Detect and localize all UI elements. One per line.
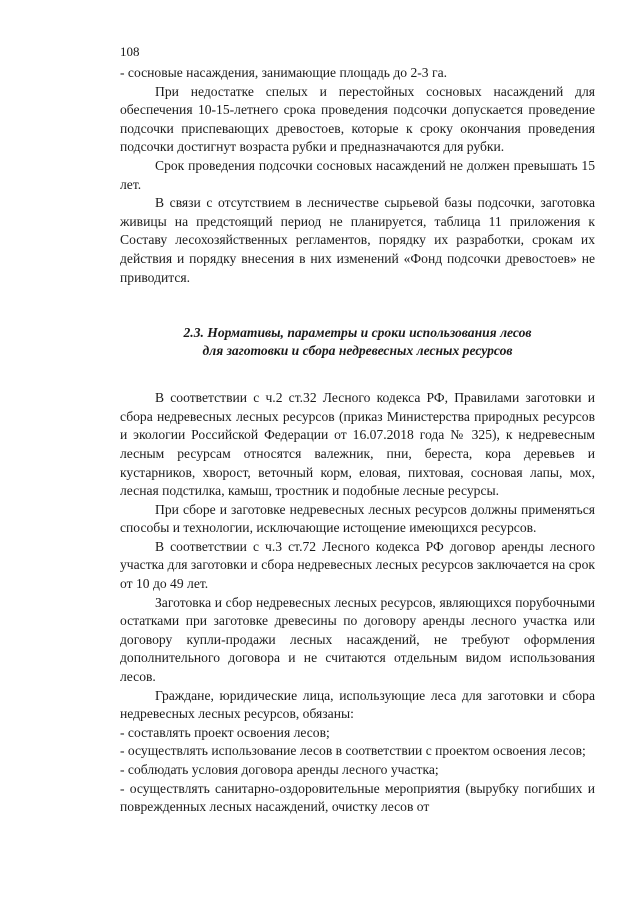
paragraph: В соответствии с ч.3 ст.72 Лесного кодекса РФ договор аренды лесного участка для заготовки и сбора недревесных лесных ресурсов заключается на срок от 10 до 49 лет.	[120, 538, 595, 592]
document-body	[120, 64, 595, 817]
page-number: 108	[120, 44, 140, 59]
paragraph: В связи с отсутствием в лесничестве сырьевой базы подсочки, заготовка живицы на предстоящий период не планируется, таблица 11 приложения к Составу лесохозяйственных регламентов, порядку их разработки, срокам их действия и порядку внесения в них изменений «Фонд подсочки древостоев» не приводится.	[120, 195, 595, 285]
paragraph: - сосновые насаждения, занимающие площадь до 2-3 га.	[120, 65, 448, 80]
list-item: - соблюдать условия договора аренды лесного участка;	[120, 762, 439, 777]
list-item: - осуществлять использование лесов в соответствии с проектом освоения лесов;	[120, 743, 586, 759]
paragraph: Срок проведения подсочки сосновых насаждений не должен превышать 15 лет.	[120, 157, 595, 192]
paragraph: Заготовка и сбор недревесных лесных ресурсов, являющихся порубочными остатками при заготовке древесины по договору аренды лесного участка или договору купли-продажи лесных насаждений, не требуют оформления дополнительного договора и не считаются отдельным видом использования лесов.	[120, 594, 595, 685]
paragraph: При недостатке спелых и перестойных сосновых насаждений для обеспечения 10-15-летнего срока проведения подсочки допускается проведение подсочки приспевающих древостоев, которые к сроку окончания проведения подсочки достигнут возраста рубки и предназначаются для рубки.	[120, 83, 595, 155]
section-heading	[120, 324, 595, 360]
section-heading-line-1: 2.3. Нормативы, параметры и сроки использования лесов	[183, 325, 532, 341]
paragraph: В соответствии с ч.2 ст.32 Лесного кодекса РФ, Правилами заготовки и сбора недревесных лесных ресурсов (приказ Министерства природных ресурсов и экологии Российской Федерации от 16.07.2018 года № 325), к недревесным лесным ресурсам относятся валежник, пни, береста, кора деревьев и кустарников, хворост, веточный корм, еловая, пихтовая, сосновая лапы, мох, лесная подстилка, камыш, тростник и подобные лесные ресурсы.	[120, 390, 595, 499]
paragraph: При сборе и заготовке недревесных лесных ресурсов должны применяться способы и технологии, исключающие истощение имеющихся ресурсов.	[120, 501, 595, 536]
list-item: - составлять проект освоения лесов;	[120, 724, 330, 740]
paragraph: Граждане, юридические лица, использующие леса для заготовки и сбора недревесных лесных ресурсов, обязаны:	[120, 687, 595, 722]
list-item: - осуществлять санитарно-оздоровительные мероприятия (вырубку погибших и поврежденных лесных насаждений, очистку лесов от	[120, 780, 595, 815]
section-heading-line-2: для заготовки и сбора недревесных лесных ресурсов	[202, 343, 513, 359]
